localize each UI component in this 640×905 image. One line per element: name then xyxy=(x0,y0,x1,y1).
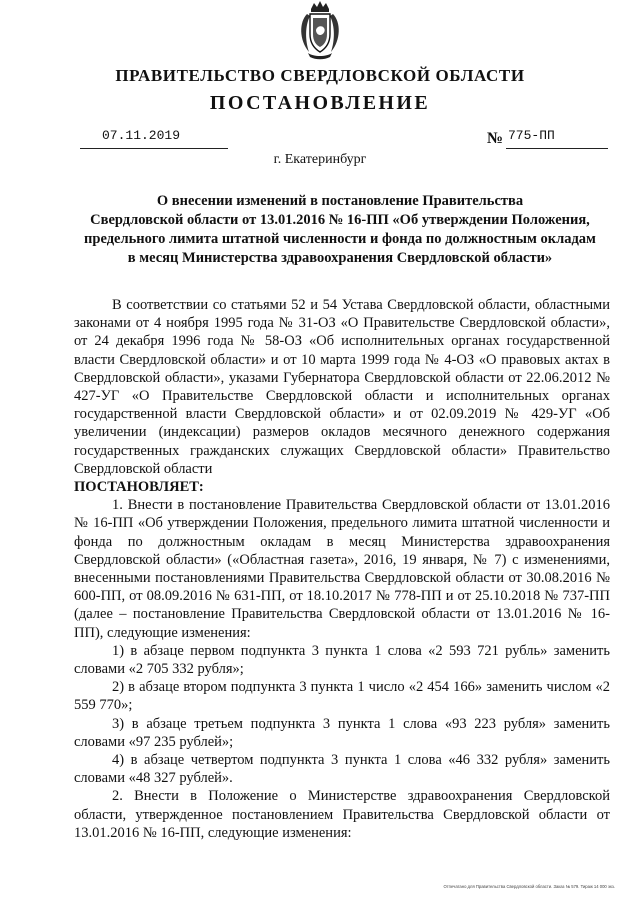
subject-line: О внесении изменений в постановление Правительства xyxy=(156,193,524,209)
print-imprint: Отпечатано для Правительства Свердловской области. Заказ № 579. Тираж 14 000 экз. xyxy=(443,884,615,889)
document-date: 07.11.2019 xyxy=(102,128,181,143)
resolves-heading: ПОСТАНОВЛЯЕТ: xyxy=(74,479,204,496)
date-underline xyxy=(80,148,228,149)
item-1-paragraph: 1. Внести в постановление Правительства Свердловской области от 13.01.2016 № 16-ПП «Об утверждении Положения, предельного лимита штатной численности и фонда по должностным окладам в месяц Министерства здравоохранения Свердловской области» («Областная газета», 2016, 19 января, № 7) с изменениями, внесенными постановлениями Правительства Свердловской области от 30.08.2016 № 600-ПП, от 08.09.2016 № 631-ПП, от 18.10.2017 № 778-ПП и от 25.10.2018 № 737-ПП (далее – постановление Правительства Свердловской области от 13.01.2016 № 16-ПП), следующие изменения: xyxy=(74,497,610,641)
item-1-sub-2: 2) в абзаце втором подпункта 3 пункта 1 число «2 454 166» заменить числом «2 559 770»; xyxy=(74,679,610,714)
subject-line: предельного лимита штатной численности и фонда по должностным окладам xyxy=(84,231,596,247)
number-underline xyxy=(506,148,608,149)
subject-line: в месяц Министерства здравоохранения Свердловской области» xyxy=(127,250,553,266)
subject-line: Свердловской области от 13.01.2016 № 16-ПП «Об утверждении Положения, xyxy=(90,212,590,228)
item-2-paragraph: 2. Внести в Положение о Министерстве здравоохранения Свердловской области, утвержденное постановлением Правительства Свердловской области от 13.01.2016 № 16-ПП, следующие изменения: xyxy=(74,788,610,841)
document-number: 775-ПП xyxy=(508,128,555,143)
document-subject xyxy=(70,192,610,268)
item-1-sub-3: 3) в абзаце третьем подпункта 3 пункта 1 слова «93 223 рубля» заменить словами «97 235 рублей»; xyxy=(74,715,610,750)
number-sign: № xyxy=(487,130,504,147)
item-1-sub-1: 1) в абзаце первом подпункта 3 пункта 1 слова «2 593 721 рубль» заменить словами «2 705 332 рубля»; xyxy=(74,642,610,678)
coat-of-arms-icon xyxy=(297,0,343,60)
document-body xyxy=(74,296,610,842)
city-label: г. Екатеринбург xyxy=(273,152,367,167)
organization-title: ПРАВИТЕЛЬСТВО СВЕРДЛОВСКОЙ ОБЛАСТИ xyxy=(115,66,525,85)
preamble-paragraph: В соответствии со статьями 52 и 54 Устава Свердловской области, областными законами от 4 ноября 1995 года № 31-ОЗ «О Правительстве Свердловской области», от 24 декабря 1996 года № 58-ОЗ «Об исполнительных органах государственной власти Свердловской области» и от 10 марта 1999 года № 4-ОЗ «О правовых актах в Свердловской области», указами Губернатора Свердловской области от 22.06.2012 № 427-УГ «О Правительстве Свердловской области и исполнительных органах государственной власти Свердловской области» и от 02.09.2019 № 429-УГ «Об увеличении (индексации) размеров окладов месячного денежного содержания государственных гражданских служащих Свердловской области» Правительство Свердловской области xyxy=(74,297,610,477)
item-1-sub-4: 4) в абзаце четвертом подпункта 3 пункта 1 слова «46 332 рубля» заменить словами «48 327 рублей». xyxy=(74,752,610,787)
document-type-title: ПОСТАНОВЛЕНИЕ xyxy=(209,92,431,114)
